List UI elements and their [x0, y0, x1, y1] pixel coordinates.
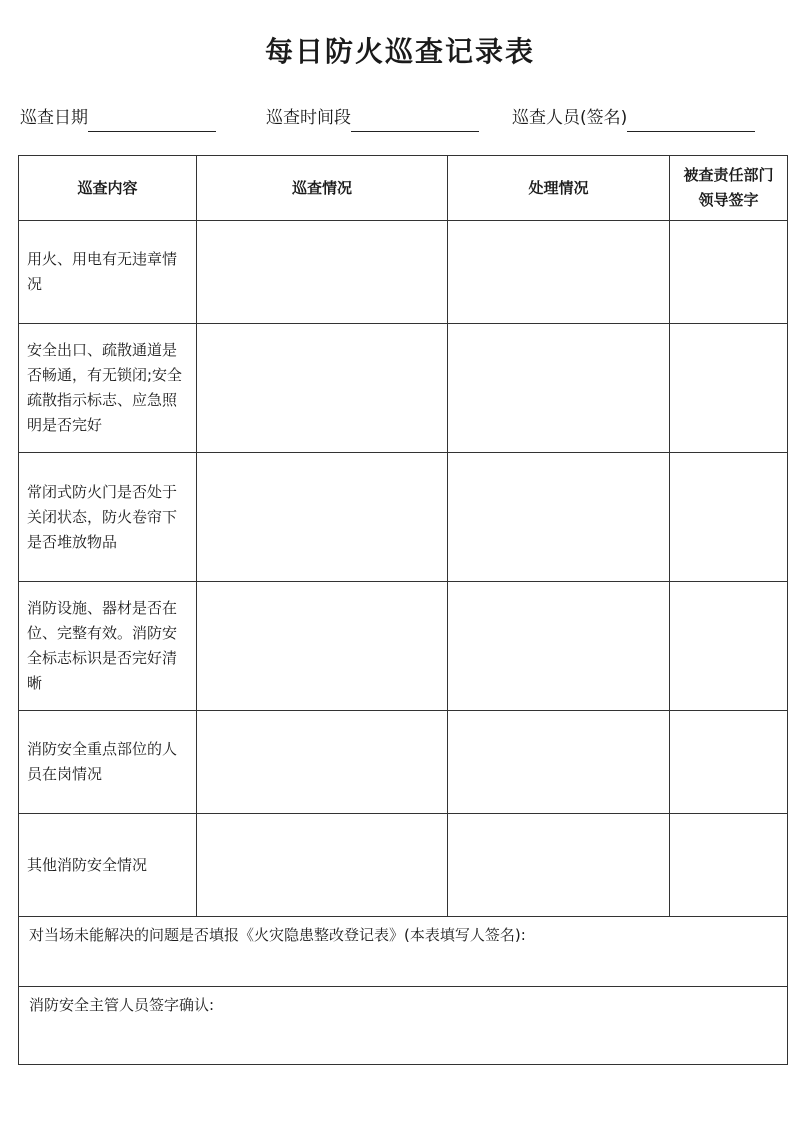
handling-status-cell[interactable]	[448, 582, 670, 711]
row-content: 安全出口、疏散通道是否畅通，有无锁闭;安全疏散指示标志、应急照明是否完好	[19, 324, 197, 453]
inspector-signature-field[interactable]	[512, 104, 755, 132]
handling-status-cell[interactable]	[448, 711, 670, 814]
table-row	[19, 582, 788, 711]
header-inspection-status: 巡查情况	[197, 156, 448, 221]
inspection-status-cell[interactable]	[197, 324, 448, 453]
inspection-status-cell[interactable]	[197, 814, 448, 917]
handling-status-cell[interactable]	[448, 221, 670, 324]
table-row	[19, 221, 788, 324]
header-leader-signature: 被查责任部门领导签字	[670, 156, 788, 221]
row-content: 用火、用电有无违章情况	[19, 221, 197, 324]
hazard-report-note[interactable]: 对当场未能解决的问题是否填报《火灾隐患整改登记表》(本表填写人签名):	[19, 917, 788, 987]
inspector-signature-label: 巡查人员(签名)	[512, 108, 628, 128]
row-content: 消防设施、器材是否在位、完整有效。消防安全标志标识是否完好清晰	[19, 582, 197, 711]
inspection-period-field[interactable]	[266, 104, 479, 132]
handling-status-cell[interactable]	[448, 453, 670, 582]
inspection-status-cell[interactable]	[197, 582, 448, 711]
inspection-status-cell[interactable]	[197, 221, 448, 324]
hazard-report-row	[19, 917, 788, 987]
table-row	[19, 453, 788, 582]
inspection-table	[18, 155, 788, 1065]
handling-status-cell[interactable]	[448, 324, 670, 453]
row-content: 其他消防安全情况	[19, 814, 197, 917]
page-title: 每日防火巡查记录表	[264, 35, 535, 68]
inspection-status-cell[interactable]	[197, 711, 448, 814]
inspection-date-field[interactable]	[20, 104, 216, 132]
header-handling-status: 处理情况	[448, 156, 670, 221]
inspection-date-blank[interactable]	[88, 111, 216, 132]
table-row	[19, 814, 788, 917]
inspection-period-label: 巡查时间段	[266, 108, 351, 128]
leader-signature-cell[interactable]	[670, 711, 788, 814]
supervisor-confirm-row	[19, 987, 788, 1065]
table-row	[19, 711, 788, 814]
inspector-signature-blank[interactable]	[627, 111, 755, 132]
handling-status-cell[interactable]	[448, 814, 670, 917]
table-header-row	[19, 156, 788, 221]
leader-signature-cell[interactable]	[670, 324, 788, 453]
row-content: 常闭式防火门是否处于关闭状态，防火卷帘下是否堆放物品	[19, 453, 197, 582]
leader-signature-cell[interactable]	[670, 221, 788, 324]
inspection-period-blank[interactable]	[351, 111, 479, 132]
table-row	[19, 324, 788, 453]
row-content: 消防安全重点部位的人员在岗情况	[19, 711, 197, 814]
leader-signature-cell[interactable]	[670, 582, 788, 711]
header-inspection-content: 巡查内容	[19, 156, 197, 221]
supervisor-confirm-note[interactable]: 消防安全主管人员签字确认:	[19, 987, 788, 1065]
leader-signature-cell[interactable]	[670, 814, 788, 917]
leader-signature-cell[interactable]	[670, 453, 788, 582]
inspection-date-label: 巡查日期	[20, 108, 88, 128]
inspection-status-cell[interactable]	[197, 453, 448, 582]
